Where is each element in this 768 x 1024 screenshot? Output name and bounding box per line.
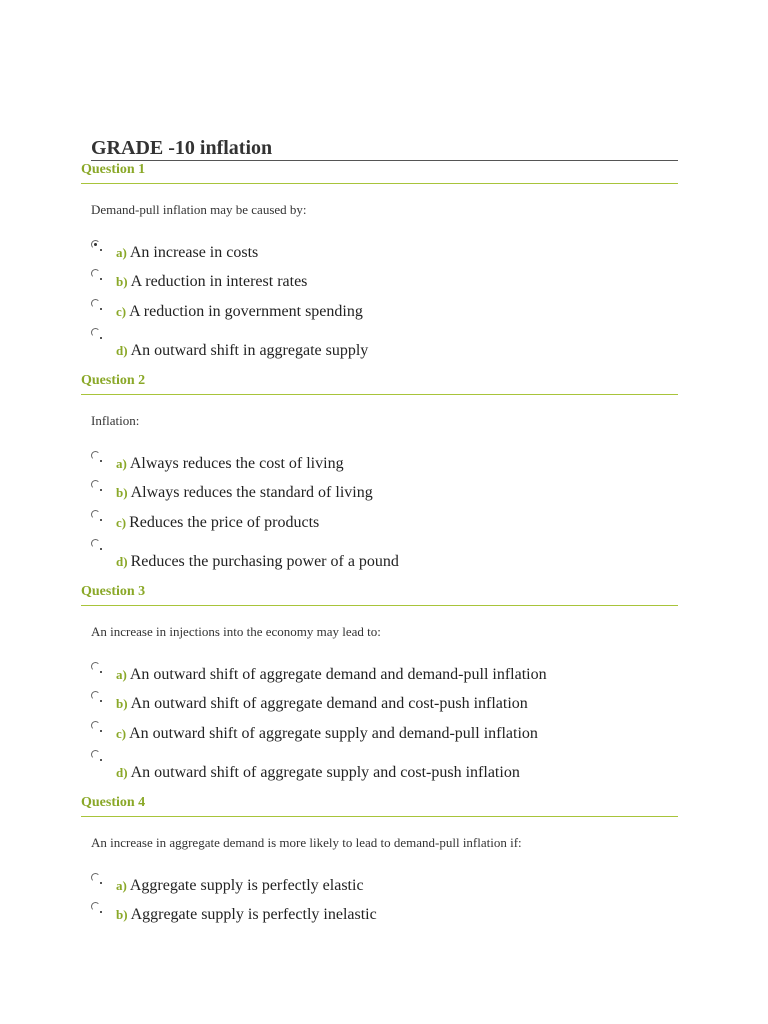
option-b-radio[interactable] — [91, 902, 100, 911]
option-a[interactable] — [116, 666, 547, 684]
option-d[interactable] — [116, 342, 368, 360]
option-letter: b) — [116, 274, 128, 289]
option-b[interactable] — [116, 695, 528, 713]
option-text: A reduction in interest rates — [130, 273, 308, 290]
option-text: Always reduces the standard of living — [130, 484, 373, 501]
option-c-radio[interactable] — [91, 721, 100, 730]
question-header — [81, 371, 678, 395]
question-text: An increase in aggregate demand is more likely to lead to demand-pull inflation if: — [91, 835, 522, 850]
option-letter: a) — [116, 667, 127, 682]
question-block — [81, 371, 678, 581]
option-b-radio[interactable] — [91, 269, 100, 278]
option-letter: d) — [116, 554, 128, 569]
option-letter: b) — [116, 907, 128, 922]
option-b[interactable] — [116, 906, 377, 924]
option-d[interactable] — [116, 553, 399, 571]
option-text: An increase in costs — [129, 244, 259, 261]
option-c-radio[interactable] — [91, 299, 100, 308]
option-a[interactable] — [116, 244, 258, 262]
option-b-radio[interactable] — [91, 691, 100, 700]
question-label: Question 3 — [81, 584, 146, 599]
option-letter: d) — [116, 343, 128, 358]
option-a-radio[interactable] — [91, 662, 100, 671]
question-block — [81, 160, 678, 370]
option-b[interactable] — [116, 484, 373, 502]
question-text: Demand-pull inflation may be caused by: — [91, 202, 307, 217]
page-title: GRADE -10 inflation — [91, 136, 678, 161]
option-d[interactable] — [116, 764, 520, 782]
option-d-radio[interactable] — [91, 539, 100, 548]
option-text: An outward shift of aggregate supply and cost-push inflation — [130, 764, 520, 781]
option-b-radio[interactable] — [91, 480, 100, 489]
option-c-radio[interactable] — [91, 510, 100, 519]
option-c[interactable] — [116, 514, 319, 532]
option-text: An outward shift of aggregate supply and demand-pull inflation — [129, 725, 538, 742]
question-header — [81, 160, 678, 184]
option-c[interactable] — [116, 725, 538, 743]
option-text: Reduces the purchasing power of a pound — [130, 553, 399, 570]
question-label: Question 2 — [81, 373, 146, 388]
question-header — [81, 793, 678, 817]
option-letter: c) — [116, 726, 127, 741]
option-letter: a) — [116, 245, 127, 260]
option-text: Always reduces the cost of living — [129, 455, 344, 472]
option-a[interactable] — [116, 455, 344, 473]
option-text: A reduction in government spending — [129, 303, 363, 320]
option-b[interactable] — [116, 273, 307, 291]
question-label: Question 1 — [81, 162, 146, 177]
question-text: Inflation: — [91, 413, 140, 428]
option-a[interactable] — [116, 877, 364, 895]
option-a-radio[interactable] — [91, 240, 100, 249]
option-text: An outward shift in aggregate supply — [130, 342, 369, 359]
option-a-radio[interactable] — [91, 451, 100, 460]
question-block — [81, 582, 678, 792]
option-text: Aggregate supply is perfectly elastic — [129, 877, 364, 894]
option-letter: a) — [116, 878, 127, 893]
option-letter: d) — [116, 765, 128, 780]
question-label: Question 4 — [81, 795, 146, 810]
option-text: An outward shift of aggregate demand and cost-push inflation — [130, 695, 528, 712]
option-letter: a) — [116, 456, 127, 471]
question-text: An increase in injections into the economy may lead to: — [91, 624, 381, 639]
option-text: Reduces the price of products — [129, 514, 320, 531]
option-letter: c) — [116, 304, 127, 319]
question-block — [81, 793, 678, 1003]
option-letter: c) — [116, 515, 127, 530]
option-a-radio[interactable] — [91, 873, 100, 882]
option-text: Aggregate supply is perfectly inelastic — [130, 906, 377, 923]
option-c[interactable] — [116, 303, 363, 321]
option-text: An outward shift of aggregate demand and demand-pull inflation — [129, 666, 547, 683]
question-header — [81, 582, 678, 606]
option-letter: b) — [116, 485, 128, 500]
option-d-radio[interactable] — [91, 750, 100, 759]
option-d-radio[interactable] — [91, 328, 100, 337]
option-letter: b) — [116, 696, 128, 711]
